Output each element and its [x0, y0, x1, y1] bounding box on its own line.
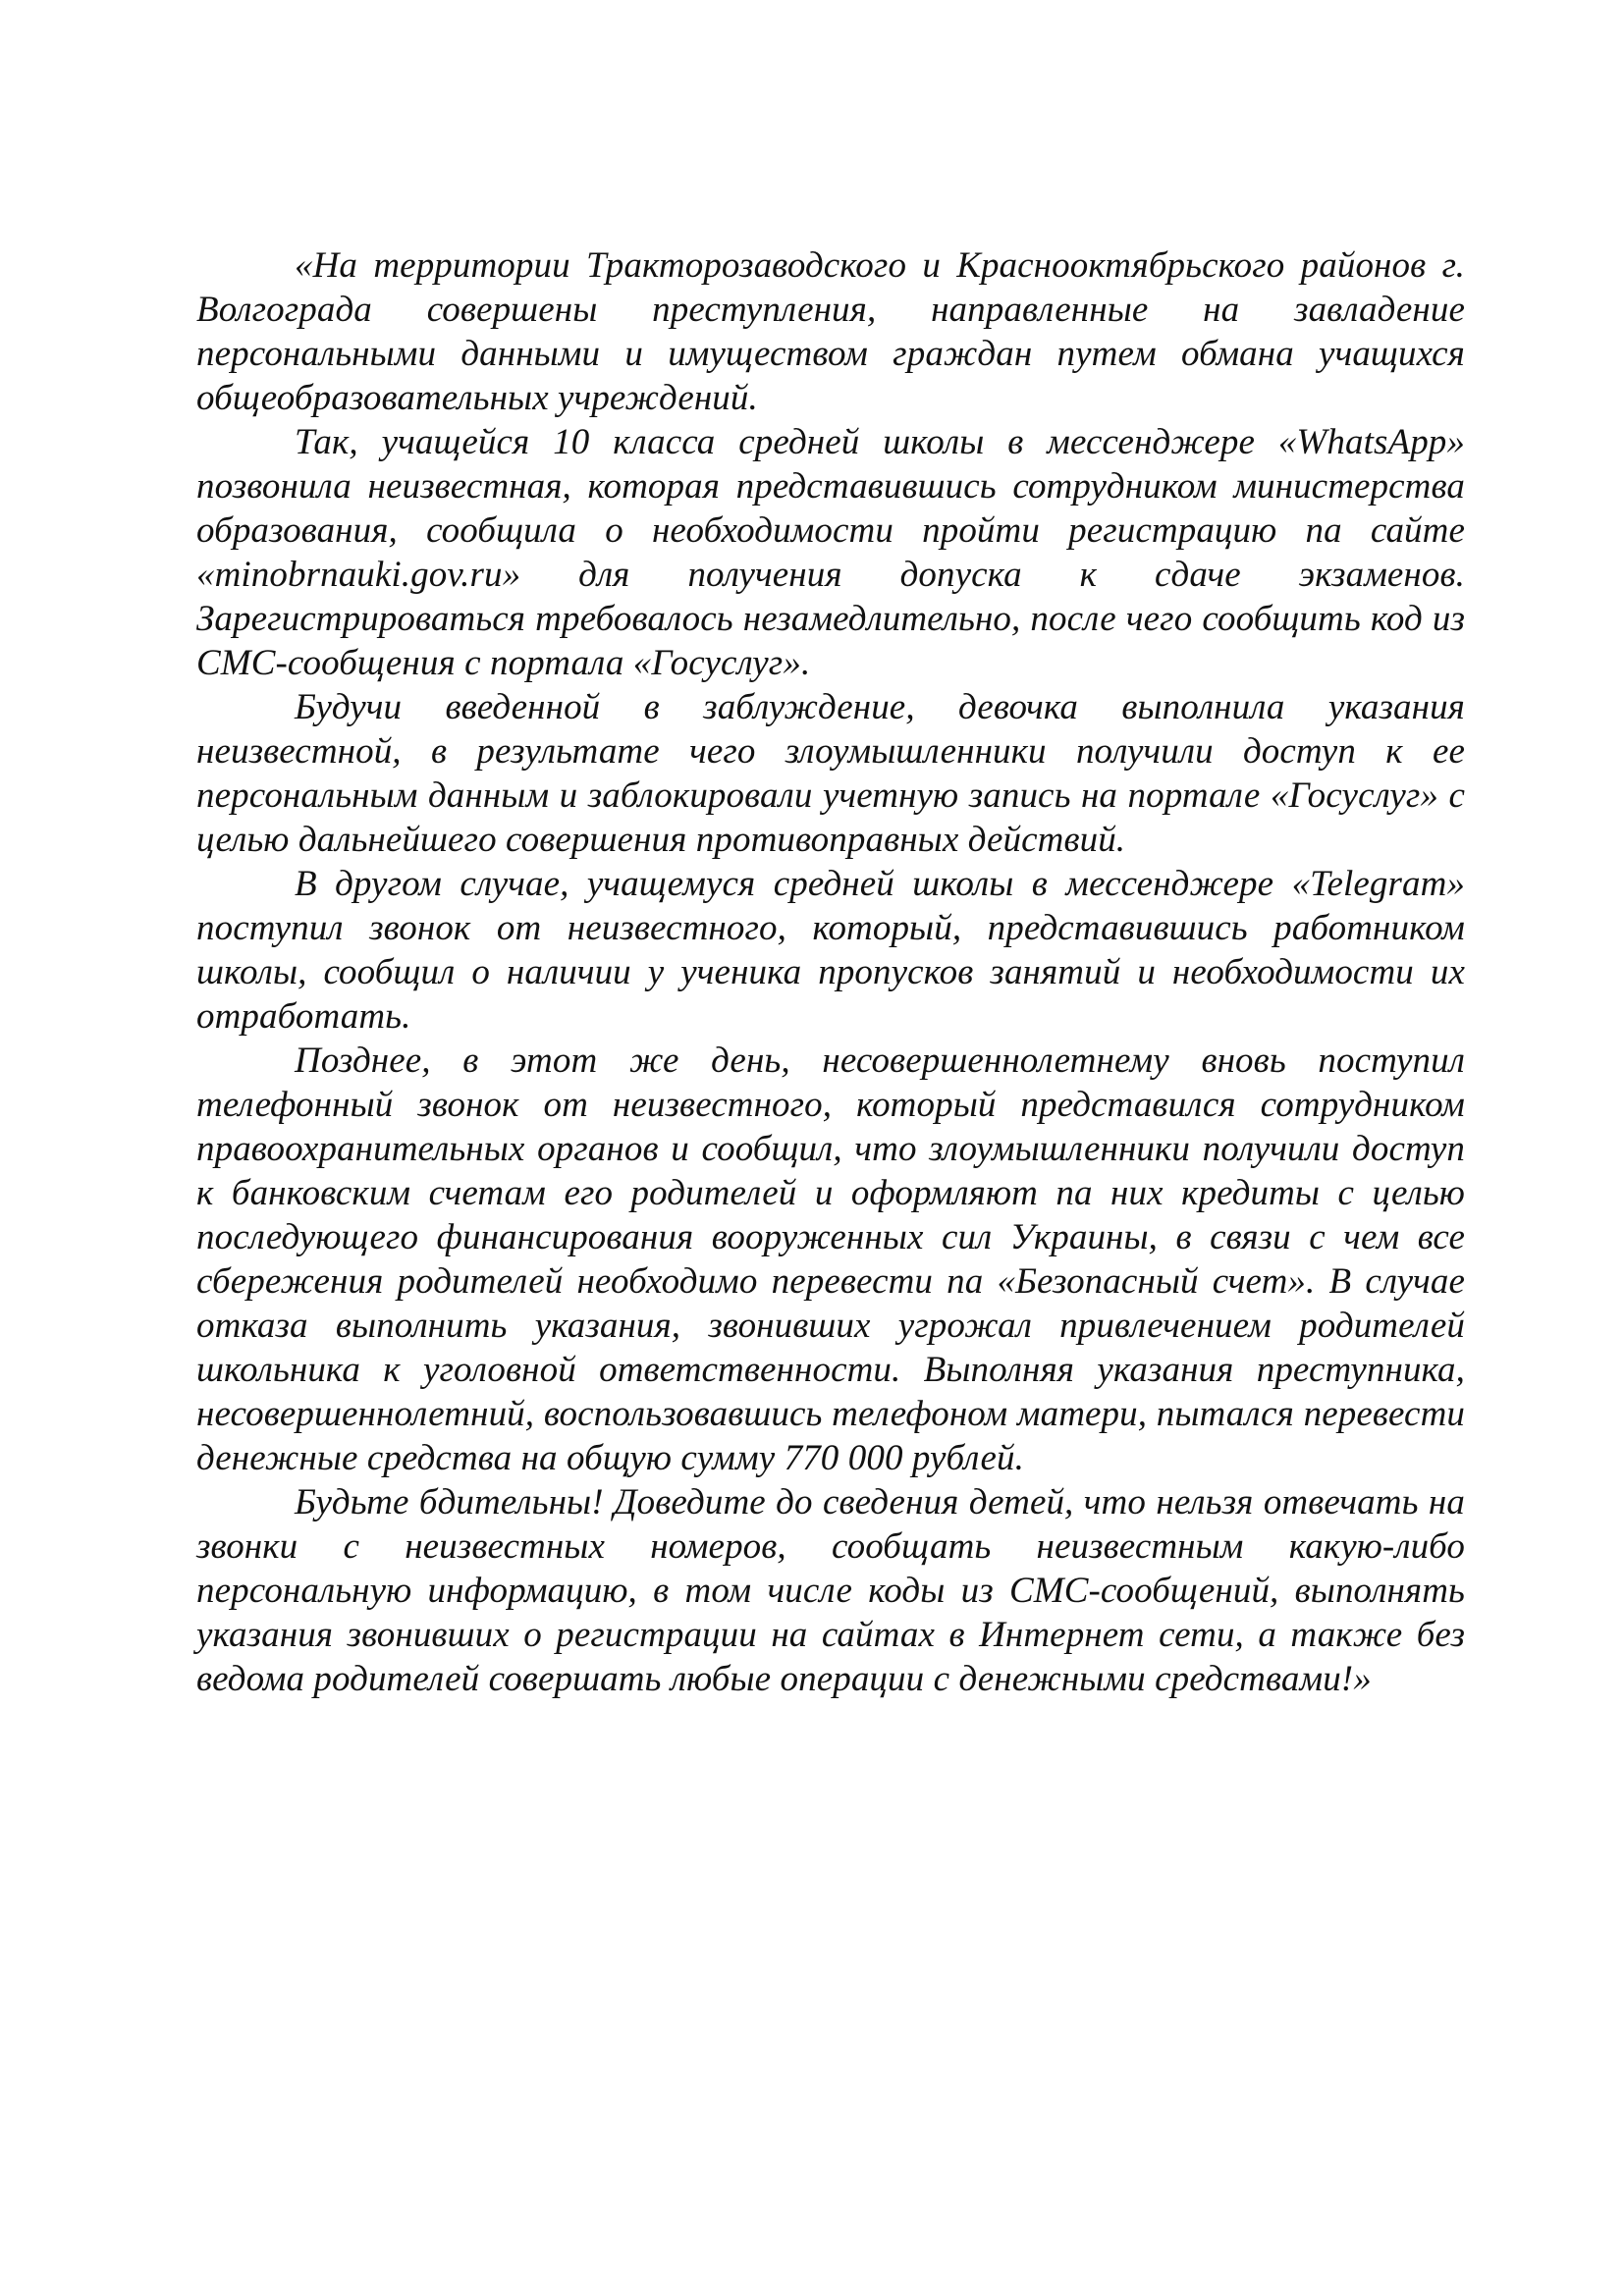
- paragraph-intro: «На территории Тракторозаводского и Краснооктябрьского районов г. Волгограда совершены преступления, направленные на завладение персональными данными и имуществом граждан путем обмана учащихся общеобразовательных учреждений.: [196, 245, 1465, 418]
- paragraph-consequence: Будучи введенной в заблуждение, девочка выполнила указания неизвестной, в результате чего злоумышленники получили доступ к ее персональным данным и заблокировали учетную запись на портале «Госуслуг» с целью дальнейшего совершения противоправных действий.: [196, 687, 1465, 860]
- paragraph-later-call: Позднее, в этот же день, несовершеннолетнему вновь поступил телефонный звонок от неизвестного, который представился сотрудником правоохранительных органов и сообщил, что злоумышленники получили доступ к банковским счетам его родителей и оформляют па них кредиты с целью последующего финансирования вооруженных сил Украины, в связи с чем все сбережения родителей необходимо перевести па «Безопасный счет». В случае отказа выполнить указания, звонивших угрожал привлечением родителей школьника к уголовной ответственности. Выполняя указания преступника, несовершеннолетний, воспользовавшись телефоном матери, пытался перевести денежные средства на общую сумму 770 000 рублей.: [196, 1041, 1465, 1478]
- paragraph-warning: Будьте бдительны! Доведите до сведения детей, что нельзя отвечать на звонки с неизвестных номеров, сообщать неизвестным какую-либо персональную информацию, в том числе коды из СМС-сообщений, выполнять указания звонивших о регистрации на сайтах в Интернет сети, а также без ведома родителей совершать любые операции с денежными средствами!»: [196, 1482, 1465, 1699]
- paragraph-whatsapp-case: Так, учащейся 10 класса средней школы в мессенджере «WhatsApp» позвонила неизвестная, которая представившись сотрудником министерства образования, сообщила о необходимости пройти регистрацию па сайте «minobrnauki.gov.ru» для получения допуска к сдаче экзаменов. Зарегистрироваться требовалось незамедлительно, после чего сообщить код из СМС-сообщения с портала «Госуслуг».: [196, 422, 1465, 683]
- document-body: [196, 243, 1465, 1701]
- paragraph-telegram-case: В другом случае, учащемуся средней школы в мессенджере «Telegram» поступил звонок от неизвестного, который, представившись работником школы, сообщил о наличии у ученика пропусков занятий и необходимости их отработать.: [196, 864, 1465, 1037]
